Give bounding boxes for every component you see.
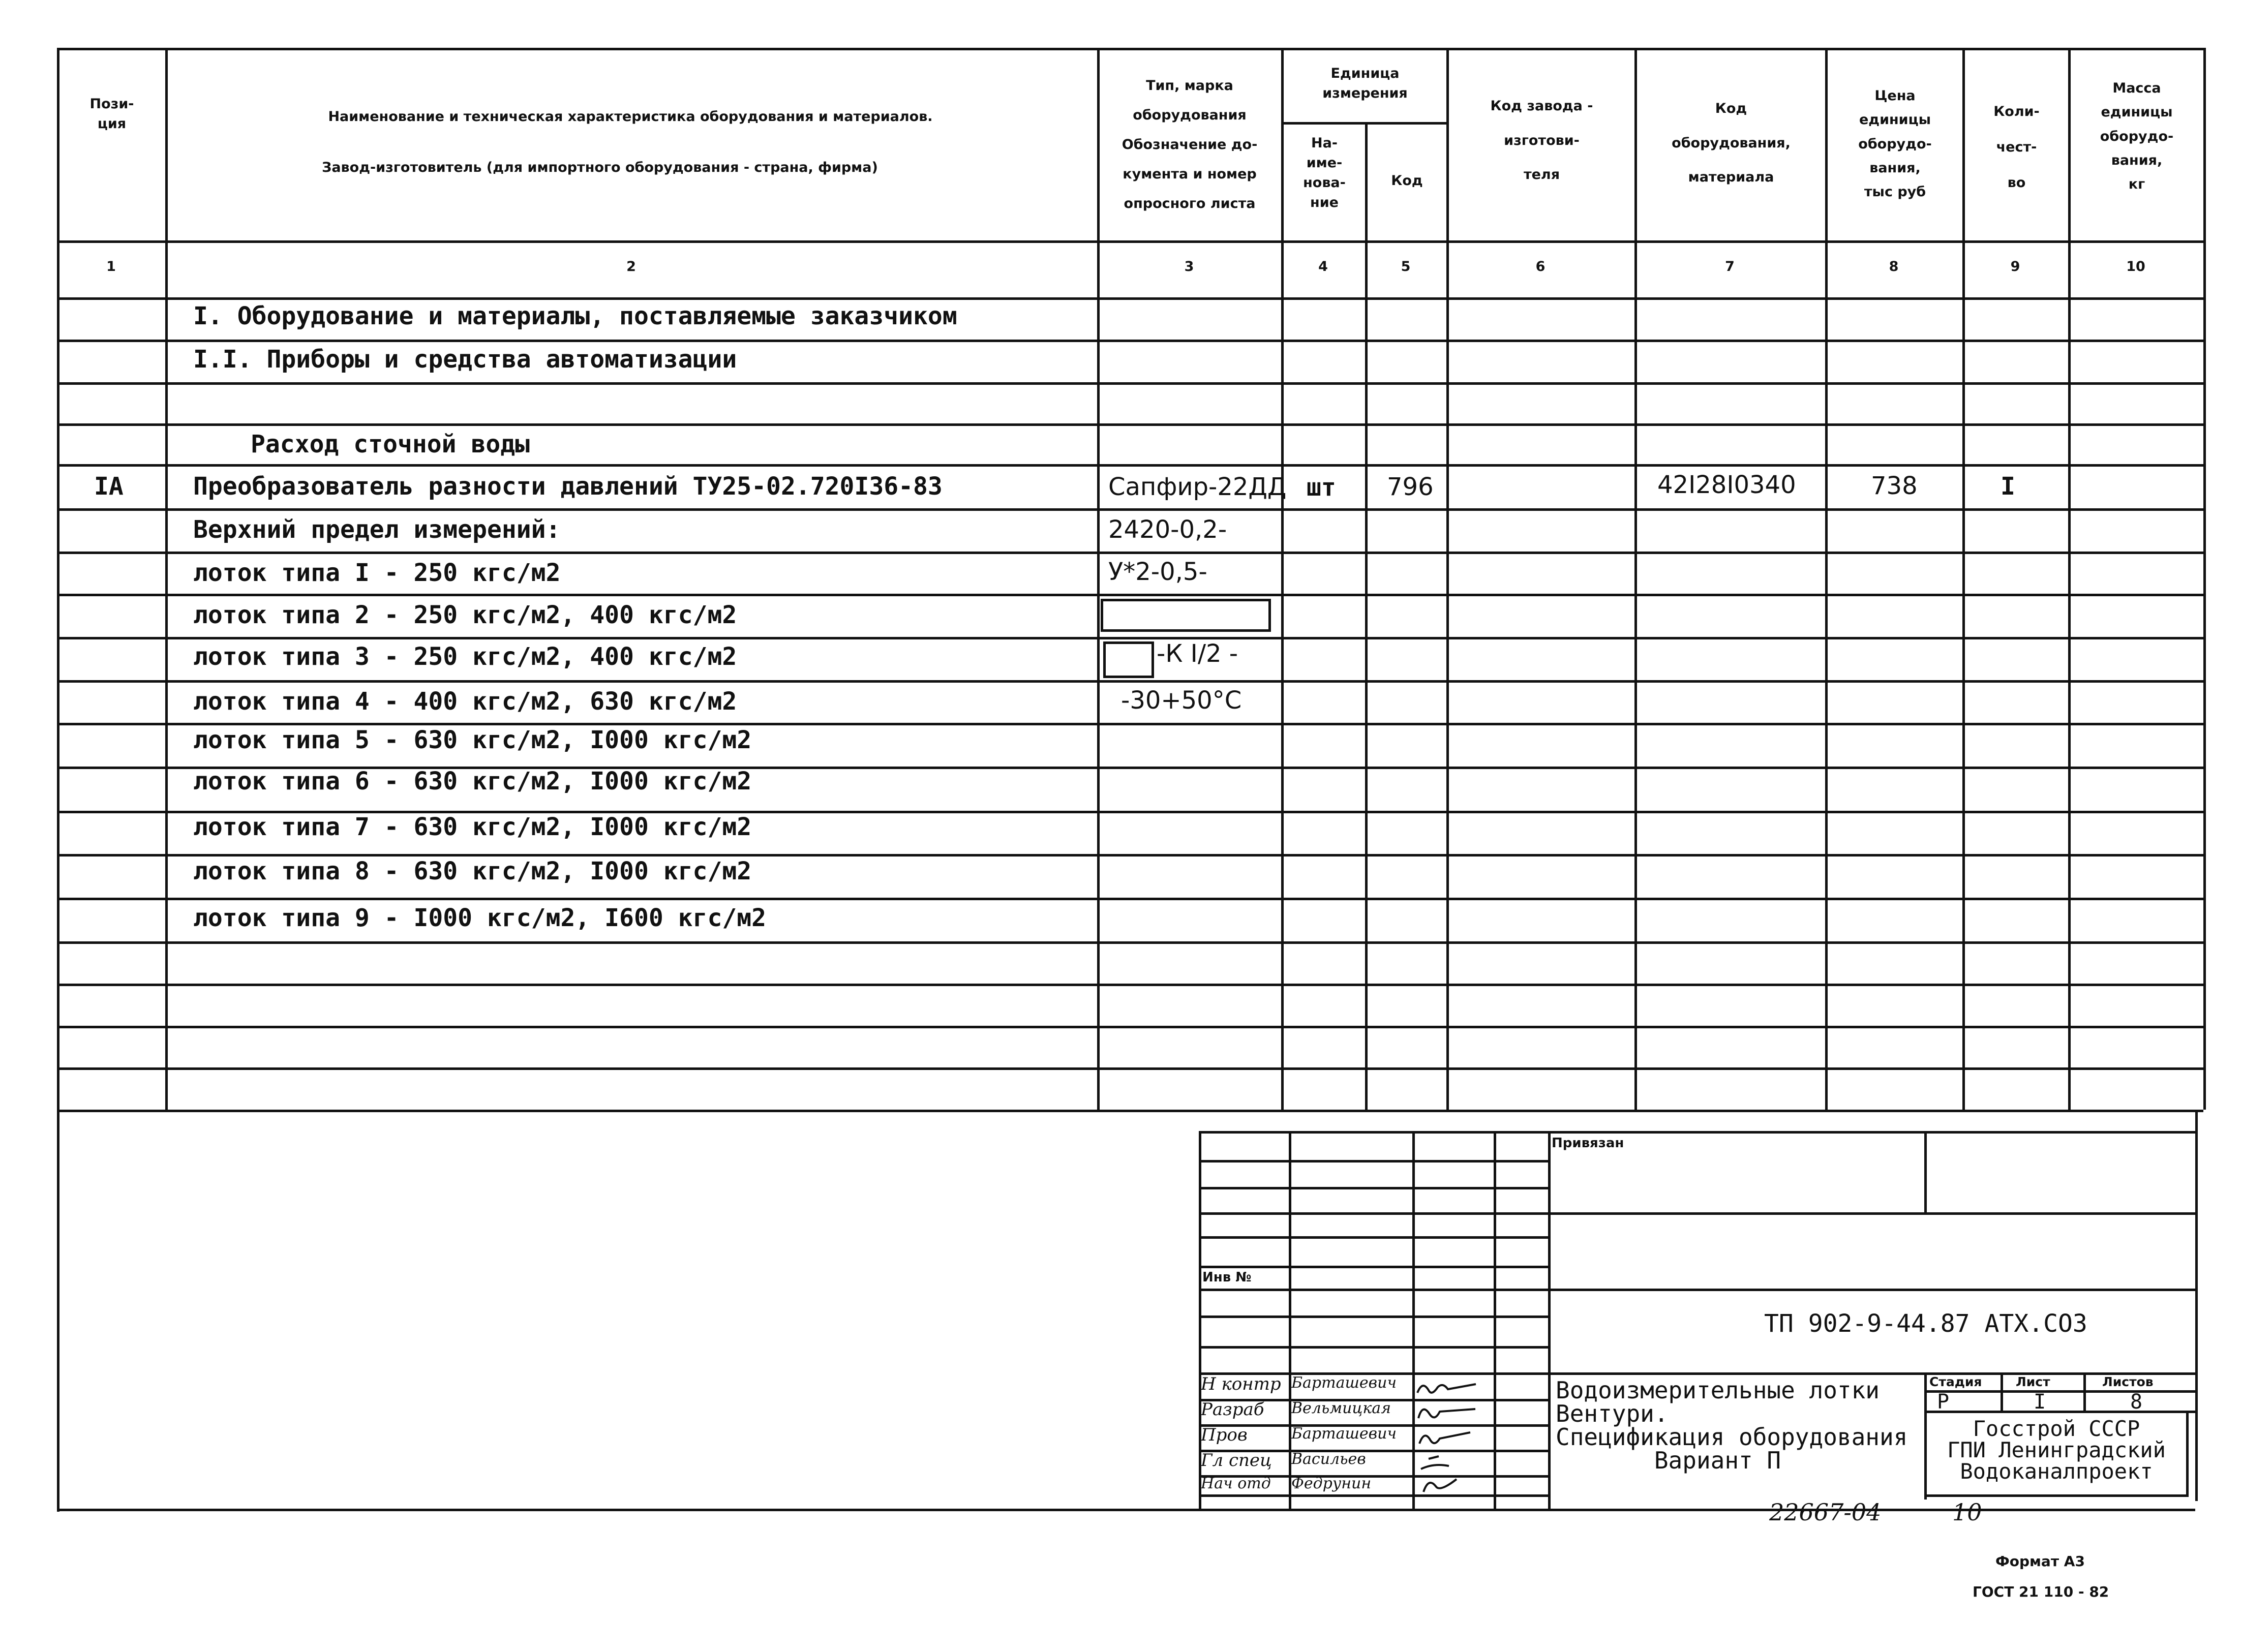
col-line [1446, 48, 1449, 1110]
quantity-cell: I [2001, 472, 2015, 501]
signer-name: Федрунин [1291, 1475, 1372, 1492]
role-label: Разраб [1201, 1399, 1264, 1420]
sheets-value: 8 [2130, 1390, 2143, 1414]
signer-name: Барташевич [1291, 1374, 1397, 1392]
item-name: лоток типа 9 - I000 кгс/м2, I600 кгс/м2 [193, 904, 767, 932]
col-line [2068, 48, 2071, 1110]
unit-code-cell: 796 [1387, 473, 1434, 501]
col-line [1097, 48, 1100, 1110]
row-line [57, 508, 2203, 511]
col-number: 10 [2126, 259, 2145, 274]
col-number: 5 [1401, 259, 1411, 274]
header-type: Тип, марка оборудования Обозначение до- кумента и номер опросного листа [1122, 78, 1258, 212]
header-unit: Единица измерения [1322, 66, 1408, 102]
col-number: 1 [106, 259, 116, 274]
signer-name: Васильев [1291, 1450, 1366, 1468]
gost-label: ГОСТ 21 110 - 82 [1973, 1583, 2109, 1600]
section-title: I. Оборудование и материалы, поставляемые заказчиком [193, 302, 957, 330]
row-line [57, 680, 2203, 683]
header-quantity: Коли- чест- во [1993, 104, 2040, 191]
item-name: Преобразователь разности давлений ТУ25-02.720I36-83 [193, 472, 943, 501]
price-cell: 738 [1871, 472, 1918, 500]
row-line [57, 854, 2203, 856]
tb-line [1548, 1372, 2195, 1375]
subsection-title: I.I. Приборы и средства автоматизации [193, 345, 737, 374]
signatures [1413, 1372, 1495, 1497]
row-line [57, 898, 2203, 900]
row-line [57, 464, 2203, 467]
sheet-label: Лист [2016, 1374, 2050, 1389]
row-line [57, 1026, 2203, 1028]
type-cell: 2420-0,2- [1108, 515, 1227, 544]
header-price: Цена единицы оборудо- вания, тыс руб [1858, 88, 1932, 200]
stamp-row [1199, 1160, 1548, 1162]
header-position: Пози- ция [89, 96, 134, 132]
unit-name-cell: шт [1307, 473, 1336, 502]
format-label: Формат А3 [1995, 1553, 2085, 1570]
title-block-top [1199, 1131, 2195, 1134]
header-equipment-code: Код оборудования, материала [1672, 101, 1791, 185]
col-line [1825, 48, 1828, 1110]
item-name: лоток типа 3 - 250 кгс/м2, 400 кгс/м2 [193, 643, 737, 671]
type-cell: -30+50°С [1121, 686, 1242, 715]
col-line [1962, 48, 1965, 1110]
archive-sheet: 10 [1952, 1498, 1982, 1526]
type-cell: У*2-0,5- [1108, 558, 1207, 586]
col-line [165, 48, 168, 1110]
tb-line [2186, 1411, 2189, 1497]
type-cell: -К I/2 - [1157, 639, 1238, 668]
row-line [57, 382, 2203, 385]
role-label: Нач отд [1201, 1475, 1271, 1492]
blank-field-box [1101, 599, 1271, 632]
col-number: 9 [2010, 259, 2020, 274]
stamp-row [1199, 1494, 1548, 1497]
tb-line [1924, 1411, 2195, 1413]
frame-right [2203, 48, 2206, 1110]
row-line [57, 941, 2203, 944]
archive-number: 22667-04 [1769, 1498, 1882, 1526]
item-name: лоток типа 8 - 630 кгс/м2, I000 кгс/м2 [193, 857, 752, 885]
row-line [57, 423, 2203, 426]
col-number: 4 [1318, 259, 1328, 274]
signer-name: Барташевич [1291, 1425, 1397, 1443]
document-title: Водоизмерительные лотки Вентури. Спецификация оборудования Вариант П [1556, 1376, 1908, 1474]
row-line [57, 552, 2203, 554]
stage-value: Р [1937, 1390, 1950, 1414]
group-title: Расход сточной воды [251, 430, 530, 458]
stage-label: Стадия [1929, 1374, 1982, 1389]
stamp-row [1199, 1289, 1548, 1291]
document-code: ТП 902-9-44.87 АТХ.СО3 [1764, 1309, 2087, 1338]
signer-name: Вельмицкая [1291, 1399, 1391, 1417]
row-line [57, 984, 2203, 986]
sheets-label: Листов [2102, 1374, 2154, 1389]
row-line [57, 637, 2203, 639]
row-line [57, 594, 2203, 596]
item-name: лоток типа I - 250 кгс/м2 [193, 559, 561, 587]
stamp-row [1199, 1266, 1548, 1268]
header-unit-code: Код [1391, 173, 1423, 189]
header-name-line1: Наименование и техническая характеристика оборудования и материалов. [328, 109, 933, 125]
item-name: лоток типа 5 - 630 кгс/м2, I000 кгс/м2 [193, 726, 752, 754]
item-name: лоток типа 4 - 400 кгс/м2, 630 кгс/м2 [193, 687, 737, 716]
col-number: 6 [1535, 259, 1546, 274]
row-line [57, 1067, 2203, 1070]
inventory-number-label: Инв № [1202, 1270, 1252, 1285]
attached-label: Привязан [1552, 1136, 1624, 1151]
row-line [57, 723, 2203, 725]
header-name-line2: Завод-изготовитель (для импортного оборудования - страна, фирма) [322, 160, 878, 175]
stamp-line [1548, 1131, 1551, 1509]
tb-line [1548, 1289, 2195, 1291]
stamp-row [1199, 1236, 1548, 1239]
row-line [57, 340, 2203, 342]
type-cell: Сапфир-22ДД [1108, 473, 1287, 501]
col-number: 2 [626, 259, 636, 274]
header-factory-code: Код завода - изготови- теля [1490, 98, 1593, 182]
col-number: 3 [1184, 259, 1194, 274]
role-label: Н контр [1201, 1374, 1281, 1394]
header-unit-name: На- име- нова- ние [1303, 135, 1346, 211]
frame-right-lower [2195, 1110, 2198, 1501]
header-bottom-border [57, 240, 2203, 243]
tb-line [1924, 1494, 2189, 1497]
position-cell: IA [94, 472, 124, 501]
equipment-code-cell: 42I28I0340 [1657, 471, 1796, 499]
col-number: 8 [1889, 259, 1899, 274]
item-name: Верхний предел измерений: [193, 515, 561, 544]
unit-subheader-line [1281, 122, 1446, 125]
item-name: лоток типа 7 - 630 кгс/м2, I000 кгс/м2 [193, 813, 752, 841]
role-label: Гл спец [1201, 1450, 1272, 1471]
role-label: Пров [1201, 1425, 1248, 1445]
sheet-value: I [2034, 1390, 2046, 1414]
stamp-row [1199, 1316, 1548, 1318]
tb-line [1924, 1131, 1927, 1212]
tb-line [1548, 1212, 2195, 1215]
item-name: лоток типа 2 - 250 кгс/м2, 400 кгс/м2 [193, 601, 737, 629]
stamp-row [1199, 1187, 1548, 1189]
col-numbers-bottom-border [57, 297, 2203, 300]
item-name: лоток типа 6 - 630 кгс/м2, I000 кгс/м2 [193, 767, 752, 796]
col-line [1634, 48, 1637, 1110]
tb-line [1924, 1390, 2195, 1393]
organization: Госстрой СССР ГПИ Ленинградский Водоканалпроект [1947, 1416, 2166, 1484]
stamp-row [1199, 1346, 1548, 1349]
table-bottom-line [57, 1110, 2203, 1112]
header-mass: Масса единицы оборудо- вания, кг [2100, 80, 2174, 192]
table-top-border [57, 48, 2203, 50]
stamp-row [1199, 1212, 1548, 1215]
blank-field-box-small [1103, 641, 1154, 678]
col-number: 7 [1725, 259, 1735, 274]
